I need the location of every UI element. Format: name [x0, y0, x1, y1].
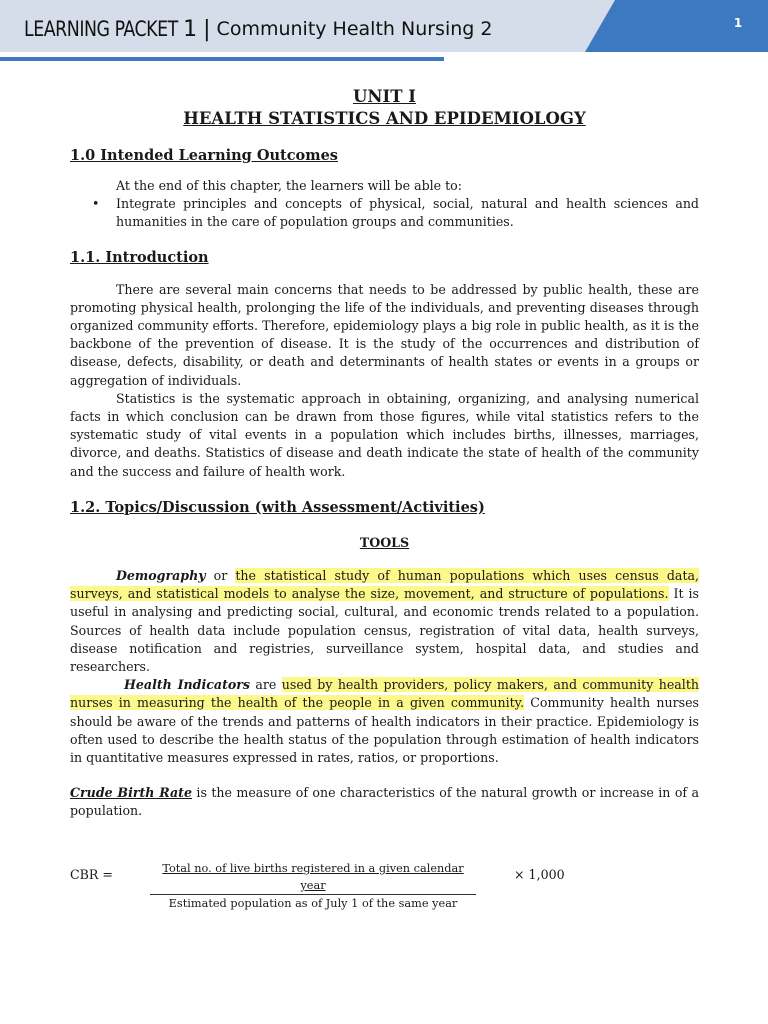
- intro-paragraph-2: Statistics is the systematic approach in obtaining, organizing, and analysing numerical facts in which conclusion can be drawn from those figures, while vital statistics refers to the systematic study of vital events in a population which includes births, illnesses, marriages, divorce, and deaths. Statistics of disease and death indicate the state of health of the community and the success and failure of health work.: [70, 390, 699, 479]
- formula-label: CBR =: [70, 867, 113, 882]
- health-indicators-rest: Community health nurses should be aware of the trends and patterns of health indicators in their practice. Epidemiology is often used to describe the health status of the population through estimation of health indicators in quantitative measures expressed in rates, ratios, or proportions.: [70, 695, 699, 766]
- packet-number: 1: [183, 16, 198, 42]
- formula-denominator: Estimated population as of July 1 of the same year: [168, 897, 458, 910]
- outcome-item: • Integrate principles and concepts of physical, social, natural and health sciences and humanities in the care of population groups and communities.: [92, 195, 699, 231]
- crude-birth-rate-paragraph: [70, 784, 699, 820]
- connector-text: or: [205, 568, 236, 584]
- intro-paragraph-1: There are several main concerns that needs to be addressed by public health, these are promoting physical health, prolonging the life of the individuals, and preventing diseases through organized community efforts. Therefore, epidemiology plays a big role in public health, as it is the backbone of the prevention of disease. It is the study of the occurrences and distribution of disease, defects, disability, or death and determinants of health states or events in a groups or aggregation of individuals.: [70, 281, 699, 388]
- packet-label: LEARNING PACKET: [24, 17, 178, 41]
- header-title: [24, 11, 492, 47]
- outcomes-list: [92, 195, 699, 231]
- unit-name: HEALTH STATISTICS AND EPIDEMIOLOGY: [183, 109, 586, 128]
- tools-heading: TOOLS: [359, 534, 410, 550]
- course-title: Community Health Nursing 2: [216, 18, 493, 40]
- health-indicators-paragraph: [70, 676, 699, 767]
- formula-numerator: Total no. of live births registered in a given calendar year: [150, 860, 476, 895]
- document-body: [70, 86, 699, 821]
- demography-paragraph: [70, 567, 699, 676]
- crude-birth-rate-rest: is the measure of one characteristics of the natural growth or increase in of a population.: [70, 785, 699, 819]
- outcomes-intro: At the end of this chapter, the learners will be able to:: [116, 178, 463, 193]
- header-separator: |: [203, 16, 211, 42]
- highlight-demography: the statistical study of human populations which uses census data, surveys, and statistical models to analyse the size, movement, and structure of populations.: [70, 568, 700, 602]
- page-header: [0, 0, 768, 62]
- section-heading-outcomes: 1.0 Intended Learning Outcomes: [70, 147, 338, 164]
- demography-rest: It is useful in analysing and predicting social, cultural, and economic trends related to a population. Sources of health data include population census, registration of vital data, health surveys, disease notification and registries, surveillance system, hospital data, and studies and researchers.: [70, 586, 699, 675]
- highlight-health-indicators: used by health providers, policy makers, and community health nurses in measuring the health of the people in a given community.: [70, 677, 700, 711]
- unit-title: [70, 86, 699, 130]
- term-crude-birth-rate: Crude Birth Rate: [70, 785, 193, 801]
- section-heading-introduction: 1.1. Introduction: [70, 248, 209, 266]
- section-heading-topics: 1.2. Topics/Discussion (with Assessment/Activities): [70, 498, 485, 516]
- term-health-indicators: Health Indicators: [124, 677, 251, 693]
- formula-fraction: [150, 860, 476, 912]
- formula-multiplier: × 1,000: [514, 867, 565, 882]
- cbr-formula: [70, 860, 699, 910]
- connector-text: are: [250, 677, 282, 693]
- header-underline: [0, 57, 444, 61]
- term-demography: Demography: [116, 568, 206, 584]
- page-number: 1: [733, 16, 743, 30]
- unit-number: UNIT I: [353, 87, 416, 106]
